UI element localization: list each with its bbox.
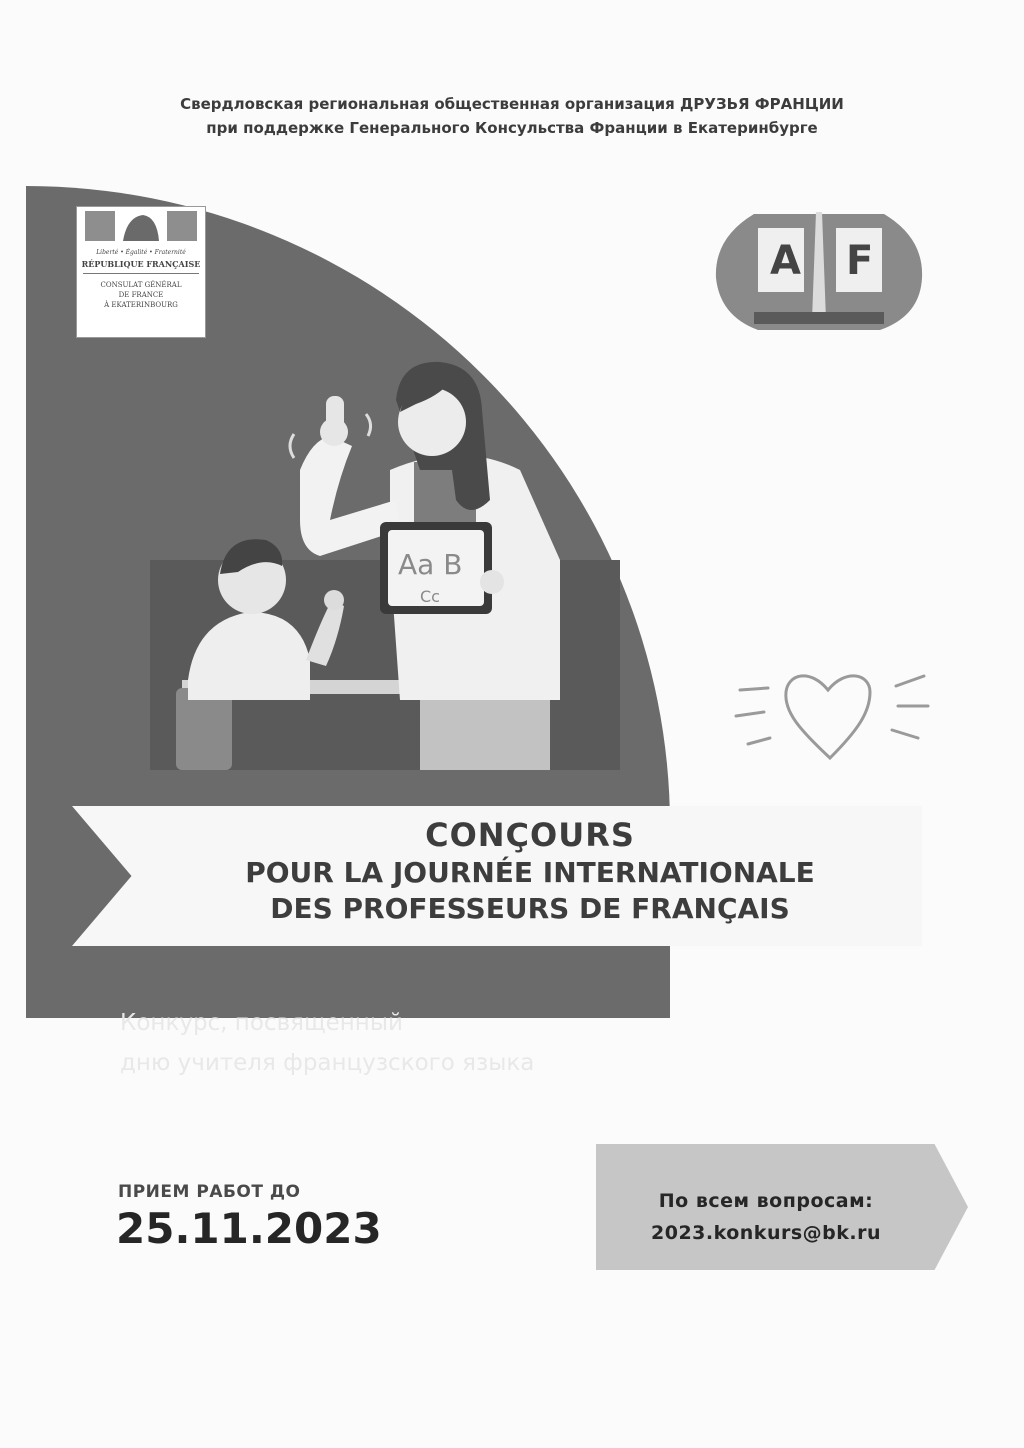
rf-consulate-line-3: À EKATERINBOURG — [104, 301, 178, 309]
board-text-1: Aa B — [398, 548, 463, 581]
heart-icon — [736, 676, 928, 758]
rf-name: RÉPUBLIQUE FRANÇAISE — [81, 259, 201, 269]
af-logo — [714, 208, 924, 334]
rf-consulate-line-1: CONSULAT GÉNÉRAL — [100, 281, 182, 289]
title-line-1: CONÇOURS — [425, 816, 635, 854]
chair — [176, 688, 232, 770]
student-hand — [324, 590, 344, 610]
rf-divider — [83, 273, 199, 274]
subtitle-line-2: дню учителя французского языка — [120, 1050, 535, 1076]
teacher-legs — [420, 700, 550, 770]
subtitle-line-1: Конкурс, посвященный — [120, 1010, 403, 1036]
af-letter-f: F — [846, 238, 874, 284]
contact-label: По всем вопросам: — [658, 1190, 874, 1212]
board-text-2: Cc — [420, 587, 440, 606]
title-line-3: DES PROFESSEURS DE FRANÇAIS — [270, 892, 790, 925]
rf-consulate-line-2: DE FRANCE — [118, 291, 164, 299]
header-line-1: Свердловская региональная общественная организация ДРУЗЬЯ ФРАНЦИИ — [180, 95, 844, 113]
title-line-2: POUR LA JOURNÉE INTERNATIONALE — [245, 856, 815, 889]
deadline-label: ПРИЕМ РАБОТ ДО — [118, 1182, 301, 1202]
rf-motto: Liberté • Égalité • Fraternité — [96, 249, 186, 256]
contact-email[interactable]: 2023.konkurs@bk.ru — [651, 1222, 881, 1244]
header-line-2: при поддержке Генерального Консульства Франции в Екатеринбурге — [206, 119, 818, 137]
marianne-logo — [76, 206, 206, 338]
af-letter-a: A — [770, 238, 801, 284]
deadline-date: 25.11.2023 — [116, 1204, 382, 1253]
